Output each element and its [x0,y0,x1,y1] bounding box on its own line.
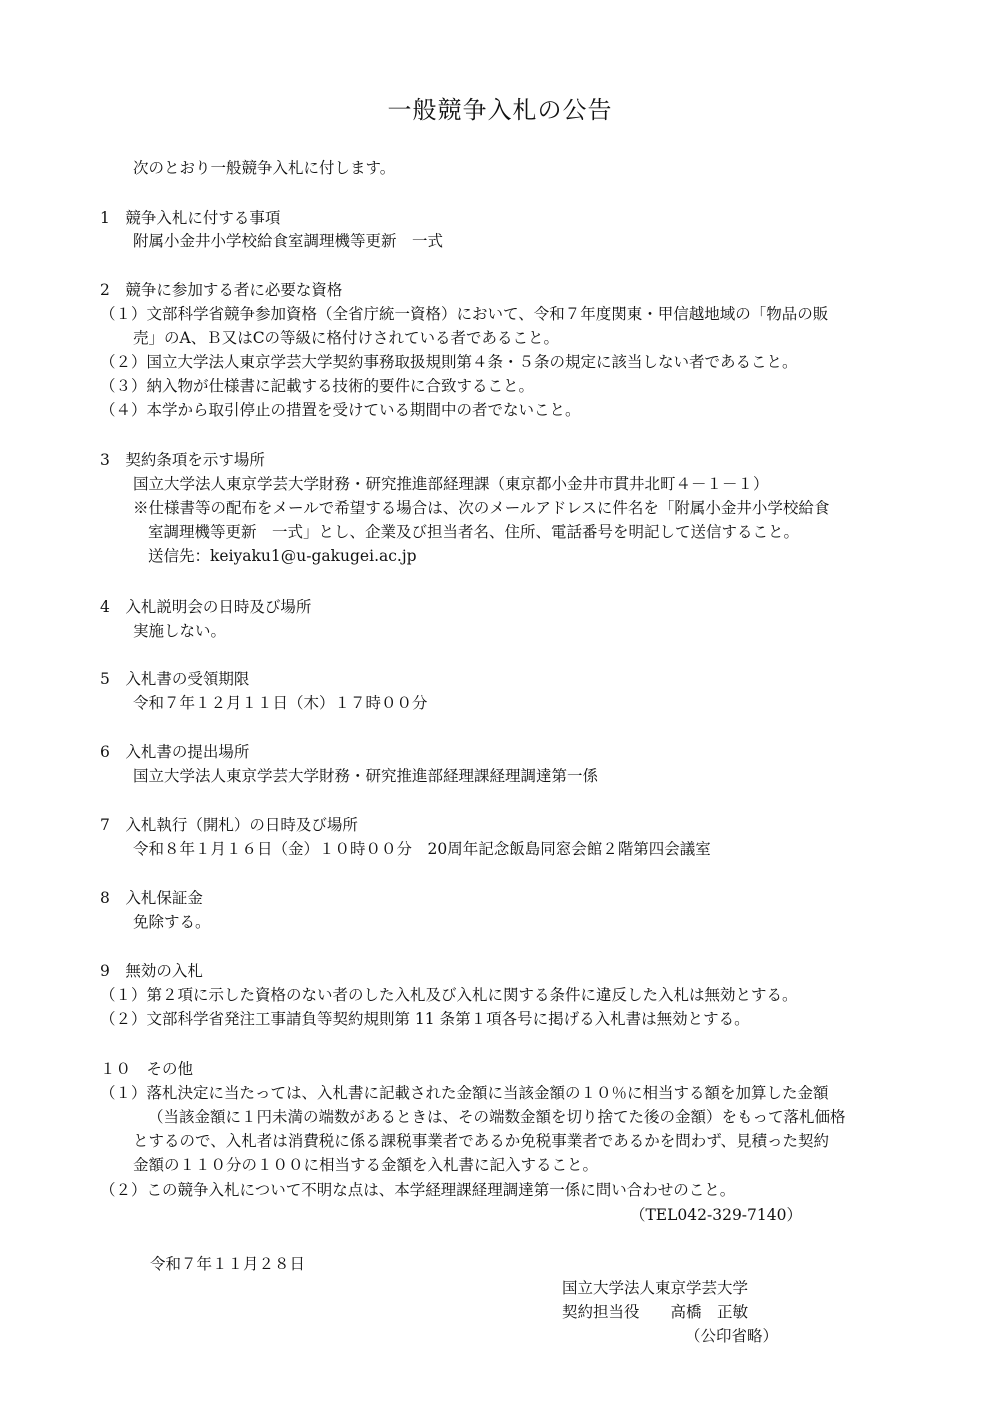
section-10-heading: １０ その他 [100,1060,194,1078]
section-4-heading: 4 入札説明会の日時及び場所 [100,598,312,616]
section-3-line: 国立大学法人東京学芸大学財務・研究推進部経理課（東京都小金井市貫井北町４－１－１） [133,475,769,493]
section-3-line: 室調理機等更新 一式」とし、企業及び担当者名、住所、電話番号を明記して送信すること。 [148,523,800,541]
section-7-heading: 7 入札執行（開札）の日時及び場所 [100,816,358,834]
section-10-line: 金額の１１０分の１００に相当する金額を入札書に記入すること。 [133,1156,599,1174]
section-10-line: とするので、入札者は消費税に係る課税事業者であるか免税事業者であるかを問わず、見積った契約 [133,1132,829,1150]
section-10-line: （２）この競争入札について不明な点は、本学経理課経理調達第一係に問い合わせのこと。 [100,1181,736,1199]
page-title: 一般競争入札の公告 [387,96,613,124]
section-2-line: （４）本学から取引停止の措置を受けている期間中の者でないこと。 [100,401,581,419]
section-7-line: 令和８年１月１６日（金）１０時００分 20周年記念飯島同窓会館２階第四会議室 [133,840,711,858]
section-1-line: 附属小金井小学校給食室調理機等更新 一式 [133,232,444,250]
section-1-heading: 1 競争入札に付する事項 [100,209,281,227]
issue-date: 令和７年１１月２８日 [150,1255,306,1273]
email-line: 送信先：keiyaku1@u-gakugei.ac.jp [148,547,417,565]
signature-name: 契約担当役 高橋 正敏 [562,1303,749,1321]
section-2-line: （１）文部科学省競争参加資格（全省庁統一資格）において、令和７年度関東・甲信越地域の「物品の販 [100,305,829,323]
tel-number: （TEL042-329-7140） [629,1206,802,1224]
section-10-line: （１）落札決定に当たっては、入札書に記載された金額に当該金額の１０％に相当する額を加算した金額 [100,1084,829,1102]
section-8-line: 免除する。 [133,913,211,931]
section-3-heading: 3 契約条項を示す場所 [100,451,265,469]
section-2-line: 売」のA、Ｂ又はCの等級に格付けされている者であること。 [133,329,560,347]
section-2-heading: 2 競争に参加する者に必要な資格 [100,281,343,299]
section-8-heading: 8 入札保証金 [100,889,203,907]
section-9-heading: 9 無効の入札 [100,962,203,980]
section-9-line: （１）第２項に示した資格のない者のした入札及び入札に関する条件に違反した入札は無効とする。 [100,986,798,1004]
signature-org: 国立大学法人東京学芸大学 [562,1279,749,1297]
section-10-line: （当該金額に１円未満の端数があるときは、その端数金額を切り捨てた後の金額）をもって落札価格 [148,1108,846,1126]
section-9-line: （２）文部科学省発注工事請負等契約規則第 11 条第１項各号に掲げる入札書は無効とする。 [100,1010,750,1028]
section-4-line: 実施しない。 [133,622,227,640]
seal-note: （公印省略） [685,1327,779,1345]
section-5-heading: 5 入札書の受領期限 [100,670,250,688]
section-5-line: 令和７年１２月１１日（木）１７時００分 [133,694,428,712]
intro-text: 次のとおり一般競争入札に付します。 [133,159,396,177]
section-2-line: （３）納入物が仕様書に記載する技術的要件に合致すること。 [100,377,535,395]
section-2-line: （２）国立大学法人東京学芸大学契約事務取扱規則第４条・５条の規定に該当しない者であること。 [100,353,798,371]
section-6-heading: 6 入札書の提出場所 [100,743,250,761]
section-3-line: ※仕様書等の配布をメールで希望する場合は、次のメールアドレスに件名を「附属小金井小学校給食 [133,499,830,517]
section-6-line: 国立大学法人東京学芸大学財務・研究推進部経理課経理調達第一係 [133,767,599,785]
